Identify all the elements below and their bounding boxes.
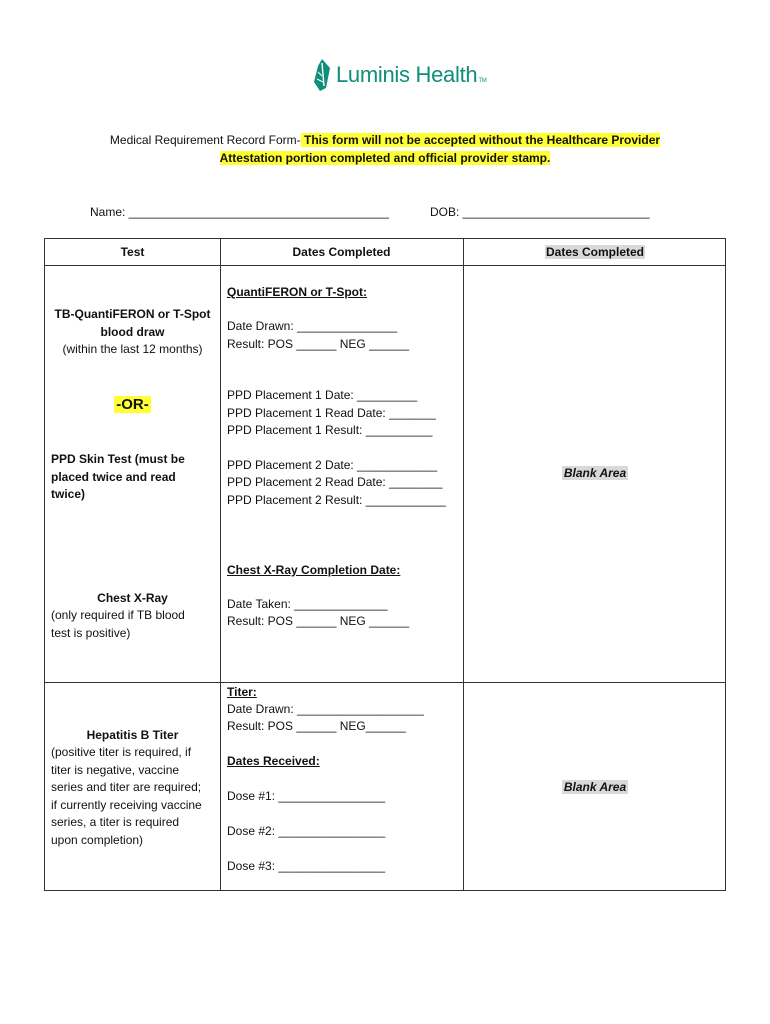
leaf-logo-icon: [312, 58, 332, 92]
form-title-warning-1: This form will not be accepted without the Healthcare Provider: [300, 133, 661, 147]
header-divider: [45, 265, 725, 266]
tb-test-note: (within the last 12 months): [62, 342, 203, 356]
hepb-test-title: Hepatitis B Titer: [86, 728, 179, 742]
xray-test-note: (only required if TB blood test is positive): [51, 608, 185, 640]
blank-area-tb: Blank Area: [563, 466, 627, 480]
header-dates-completed: Dates Completed: [292, 245, 391, 259]
requirements-table: [44, 238, 726, 891]
blank-area-hepb: Blank Area: [563, 780, 627, 794]
xray-heading: Chest X-Ray Completion Date:: [227, 563, 401, 577]
titer-heading: Titer:: [227, 685, 257, 699]
xray-result[interactable]: Result: POS ______ NEG ______: [227, 614, 410, 628]
ppd1-read-date[interactable]: PPD Placement 1 Read Date: _______: [227, 406, 436, 420]
dates-received-heading: Dates Received:: [227, 754, 320, 768]
hepb-test-note: (positive titer is required, if titer is negative, vaccine series and titer are required; if currently receiving vaccine series, a titer is required upon completion): [51, 745, 202, 847]
dob-field[interactable]: DOB: ____________________________: [430, 205, 650, 219]
header-dates-completed-2: Dates Completed: [545, 245, 645, 259]
form-title: [60, 131, 710, 167]
ppd2-date[interactable]: PPD Placement 2 Date: ____________: [227, 458, 438, 472]
form-title-warning-2: Attestation portion completed and official provider stamp.: [219, 151, 551, 165]
quantiferon-heading: QuantiFERON or T-Spot:: [227, 285, 367, 299]
form-title-plain: Medical Requirement Record Form-: [109, 133, 301, 147]
quanti-result[interactable]: Result: POS ______ NEG ______: [227, 337, 410, 351]
ppd2-result[interactable]: PPD Placement 2 Result: ____________: [227, 493, 446, 507]
ppd2-read-date[interactable]: PPD Placement 2 Read Date: ________: [227, 475, 443, 489]
ppd1-result[interactable]: PPD Placement 1 Result: __________: [227, 423, 433, 437]
column-divider: [220, 239, 221, 890]
header-test: Test: [120, 245, 145, 259]
tb-test-title: TB-QuantiFERON or T-Spot blood draw: [54, 307, 211, 339]
titer-result[interactable]: Result: POS ______ NEG______: [227, 719, 406, 733]
xray-test-title: Chest X-Ray: [97, 591, 168, 605]
luminis-logo: [312, 58, 486, 92]
dose-1-field[interactable]: Dose #1: ________________: [227, 789, 386, 803]
titer-date-drawn[interactable]: Date Drawn: ___________________: [227, 702, 424, 716]
or-separator: -OR-: [116, 396, 149, 413]
ppd1-date[interactable]: PPD Placement 1 Date: _________: [227, 388, 418, 402]
logo-text: Luminis HealthTM: [336, 62, 487, 87]
quanti-date-drawn[interactable]: Date Drawn: _______________: [227, 319, 398, 333]
name-field[interactable]: Name: _______________________________________: [90, 205, 389, 219]
xray-date-taken[interactable]: Date Taken: ______________: [227, 597, 388, 611]
dose-3-field[interactable]: Dose #3: ________________: [227, 859, 386, 873]
trademark: TM: [478, 78, 487, 84]
dose-2-field[interactable]: Dose #2: ________________: [227, 824, 386, 838]
row-divider: [45, 682, 725, 683]
ppd-test-title: PPD Skin Test (must be placed twice and read twice): [51, 452, 185, 501]
